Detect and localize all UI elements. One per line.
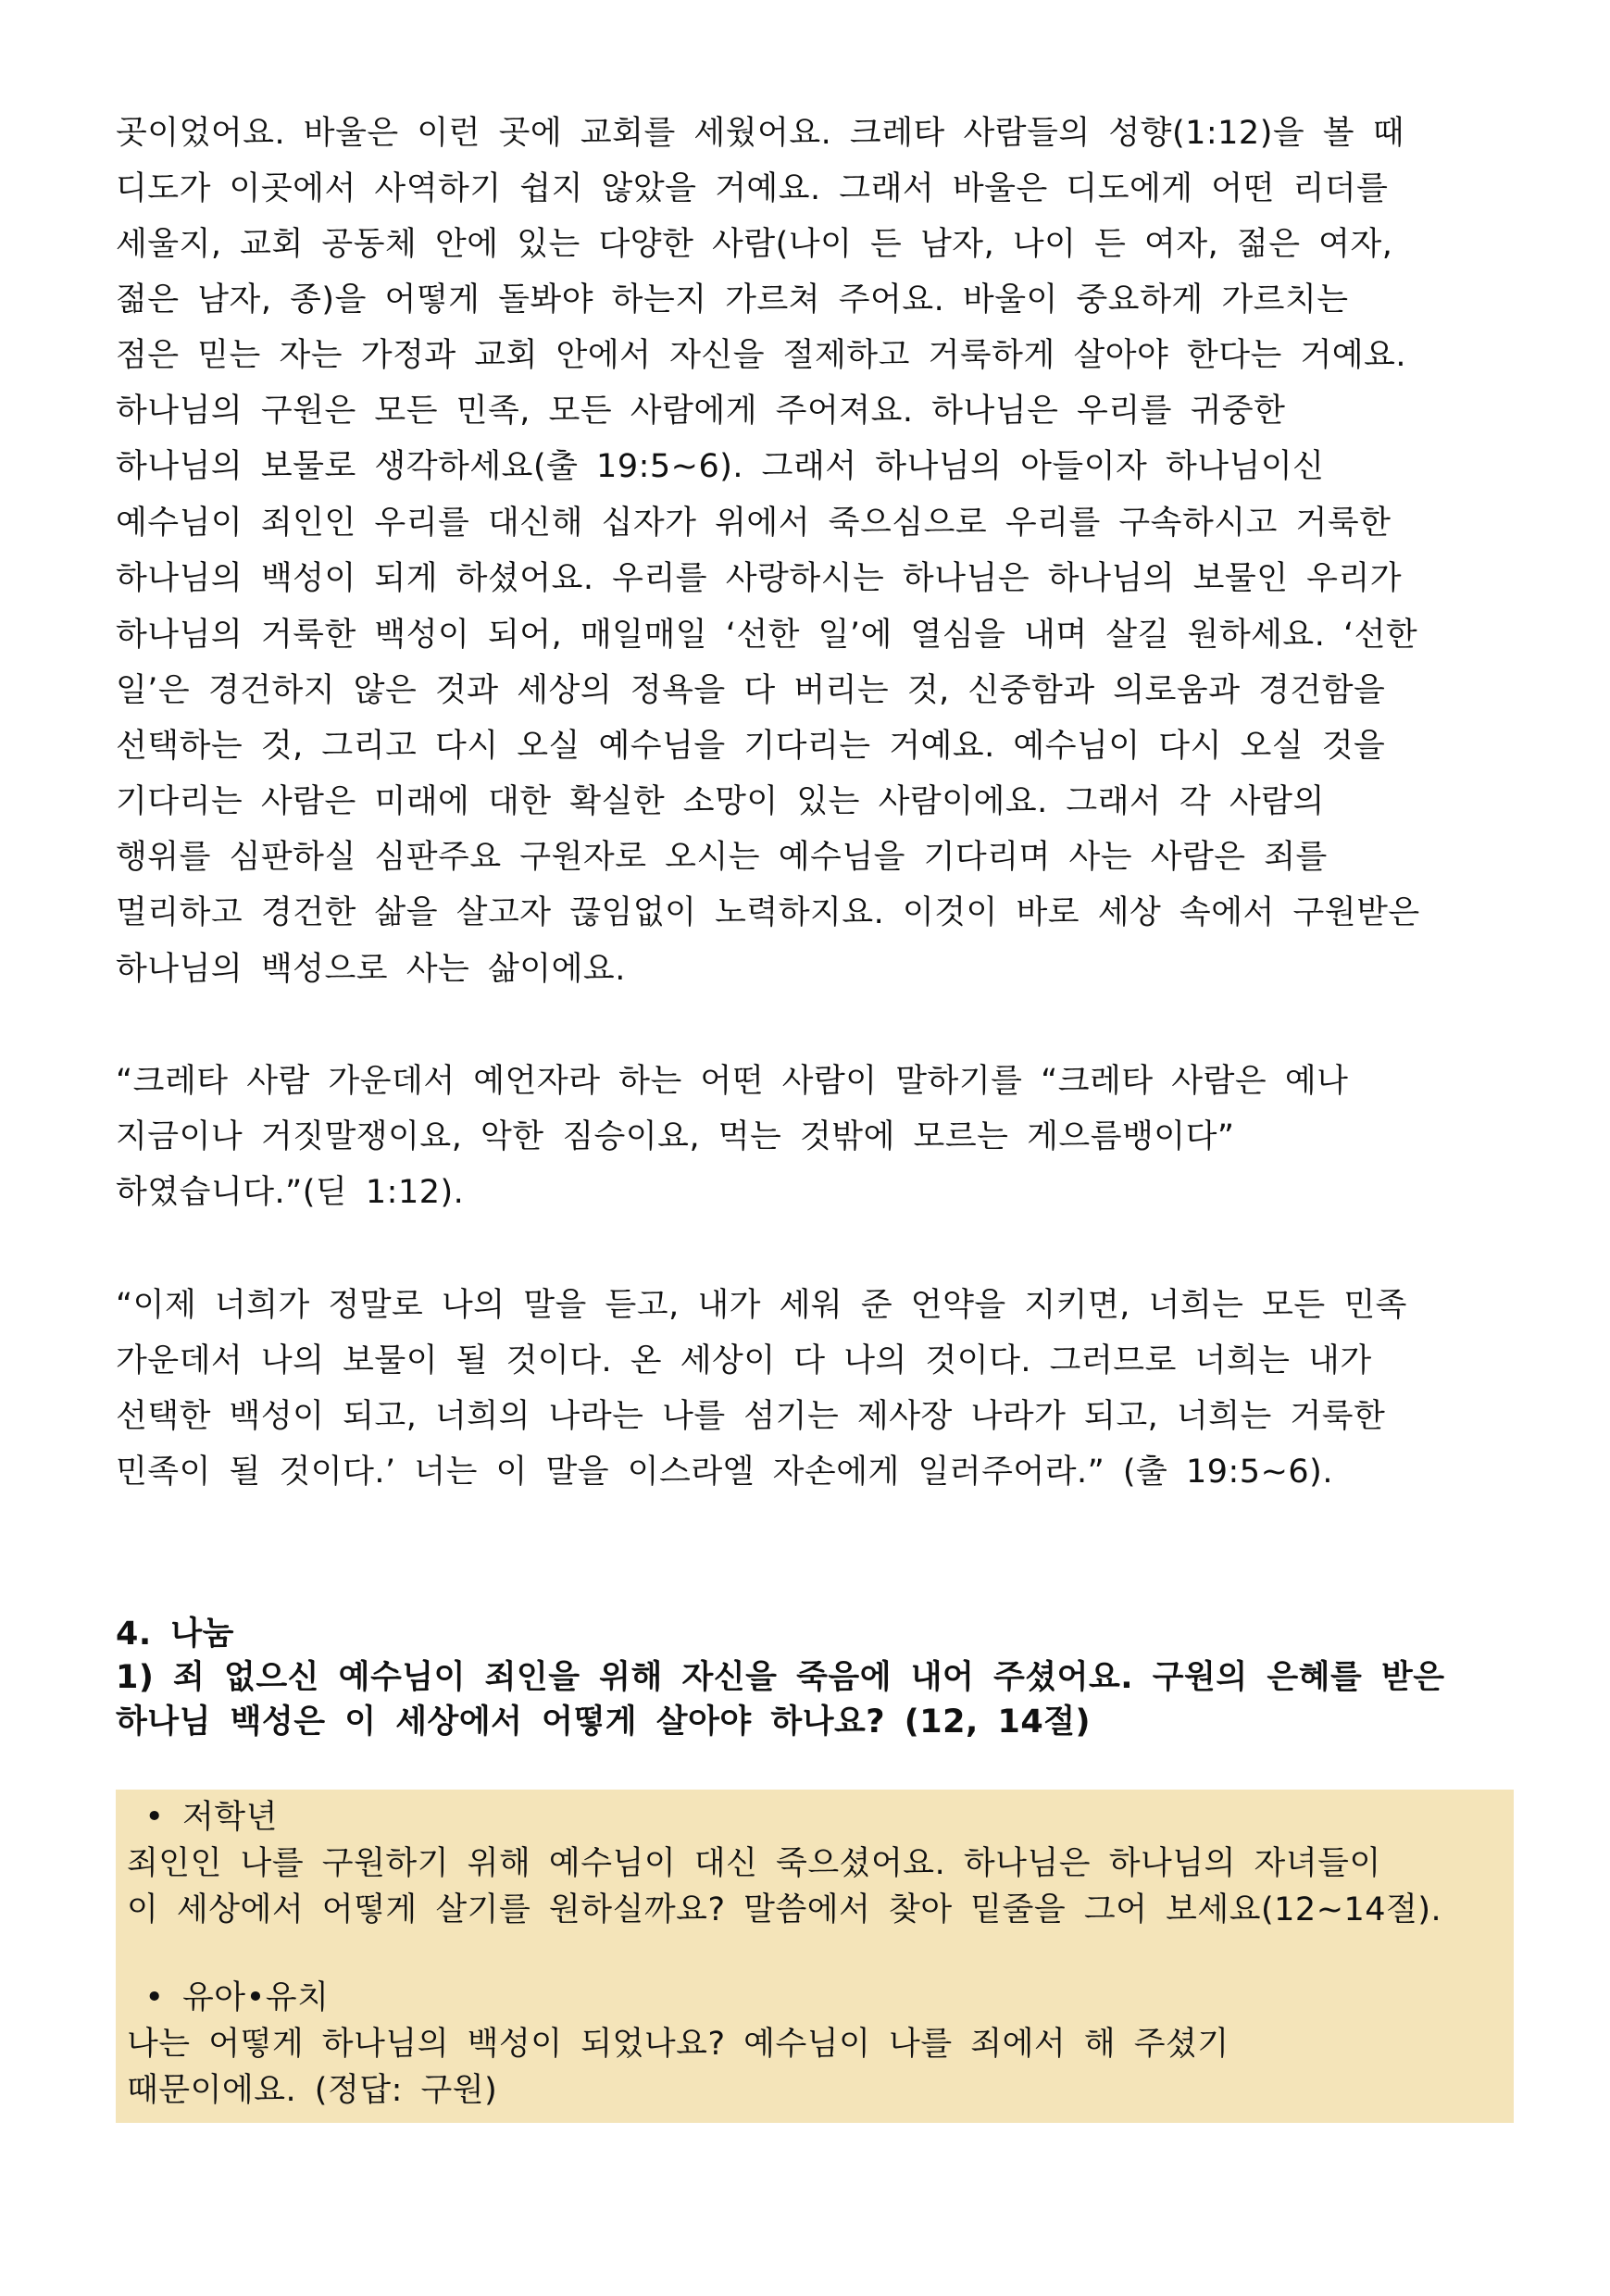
body-line: 일’은 경건하지 않은 것과 세상의 정욕을 다 버리는 것, 신중함과 의로움과 경건함을 <box>116 672 1386 709</box>
body-line: 세울지, 교회 공동체 안에 있는 다양한 사람(나이 든 남자, 나이 든 여자, 젊은 여자, <box>116 226 1393 263</box>
body-line: 점은 믿는 자는 가정과 교회 안에서 자신을 절제하고 거룩하게 살아야 한다는 거예요. <box>116 337 1407 374</box>
body-line: 예수님이 죄인인 우리를 대신해 십자가 위에서 죽으심으로 우리를 구속하시고 거룩한 <box>116 505 1392 542</box>
group-line: 죄인인 나를 구원하기 위해 예수님이 대신 죽으셨어요. 하나님은 하나님의 자녀들이 <box>127 1845 1381 1882</box>
body-line: 곳이었어요. 바울은 이런 곳에 교회를 세웠어요. 크레타 사람들의 성향(1:12)을 볼 때 <box>116 115 1405 152</box>
bullet-icon: • <box>144 1979 165 2016</box>
group-line: 때문이에요. (정답: 구원) <box>127 2072 498 2109</box>
quote-line: “이제 너희가 정말로 나의 말을 듣고, 내가 세워 준 언약을 지키면, 너희는 모든 민족 <box>116 1287 1407 1324</box>
quote-line: 민족이 될 것이다.’ 너는 이 말을 이스라엘 자손에게 일러주어라.” (출 19:5~6). <box>116 1454 1333 1491</box>
quote-line: 하였습니다.”(딛 1:12). <box>116 1174 465 1211</box>
body-line: 행위를 심판하실 심판주요 구원자로 오시는 예수님을 기다리며 사는 사람은 죄를 <box>116 839 1328 876</box>
body-line: 선택하는 것, 그리고 다시 오실 예수님을 기다리는 거예요. 예수님이 다시 오실 것을 <box>116 728 1386 765</box>
bullet-icon: • <box>144 1799 165 1836</box>
group-title-label: 저학년 <box>182 1799 278 1836</box>
section-heading: 4. 나눔 <box>116 1616 234 1653</box>
body-line: 하나님의 백성이 되게 하셨어요. 우리를 사랑하시는 하나님은 하나님의 보물인 우리가 <box>116 560 1403 597</box>
body-line: 젊은 남자, 종)을 어떻게 돌봐야 하는지 가르쳐 주어요. 바울이 중요하게 가르치는 <box>116 281 1349 318</box>
group-title-lower-grades <box>127 1799 1516 1836</box>
quote-line: 선택한 백성이 되고, 너희의 나라는 나를 섬기는 제사장 나라가 되고, 너희는 거룩한 <box>116 1398 1386 1435</box>
group-title-label: 유아•유치 <box>182 1979 330 2016</box>
group-line: 나는 어떻게 하나님의 백성이 되었나요? 예수님이 나를 죄에서 해 주셨기 <box>127 2026 1229 2063</box>
body-line: 기다리는 사람은 미래에 대한 확실한 소망이 있는 사람이에요. 그래서 각 사람의 <box>116 783 1325 820</box>
group-line: 이 세상에서 어떻게 살기를 원하실까요? 말씀에서 찾아 밑줄을 그어 보세요(12~14절). <box>127 1891 1442 1928</box>
body-line: 하나님의 구원은 모든 민족, 모든 사람에게 주어져요. 하나님은 우리를 귀중한 <box>116 393 1286 430</box>
activity-box <box>116 1790 1514 2123</box>
group-title-preschool <box>127 1979 1516 2016</box>
body-line: 하나님의 보물로 생각하세요(출 19:5~6). 그래서 하나님의 아들이자 하나님이신 <box>116 448 1325 485</box>
quote-line: 가운데서 나의 보물이 될 것이다. 온 세상이 다 나의 것이다. 그러므로 너희는 내가 <box>116 1342 1372 1379</box>
body-line: 멀리하고 경건한 삶을 살고자 끊임없이 노력하지요. 이것이 바로 세상 속에서 구원받은 <box>116 894 1420 931</box>
body-line: 하나님의 백성으로 사는 삶이에요. <box>116 951 626 988</box>
body-line: 하나님의 거룩한 백성이 되어, 매일매일 ‘선한 일’에 열심을 내며 살길 원하세요. ‘선한 <box>116 617 1418 654</box>
quote-line: 지금이나 거짓말쟁이요, 악한 짐승이요, 먹는 것밖에 모르는 게으름뱅이다” <box>116 1118 1235 1155</box>
question-line: 하나님 백성은 이 세상에서 어떻게 살아야 하나요? (12, 14절) <box>116 1703 1091 1741</box>
quote-line: “크레타 사람 가운데서 예언자라 하는 어떤 사람이 말하기를 “크레타 사람은 예나 <box>116 1063 1349 1100</box>
body-line: 디도가 이곳에서 사역하기 쉽지 않았을 거예요. 그래서 바울은 디도에게 어떤 리더를 <box>116 170 1389 207</box>
question-line: 1) 죄 없으신 예수님이 죄인을 위해 자신을 죽음에 내어 주셨어요. 구원의 은혜를 받은 <box>116 1659 1445 1696</box>
